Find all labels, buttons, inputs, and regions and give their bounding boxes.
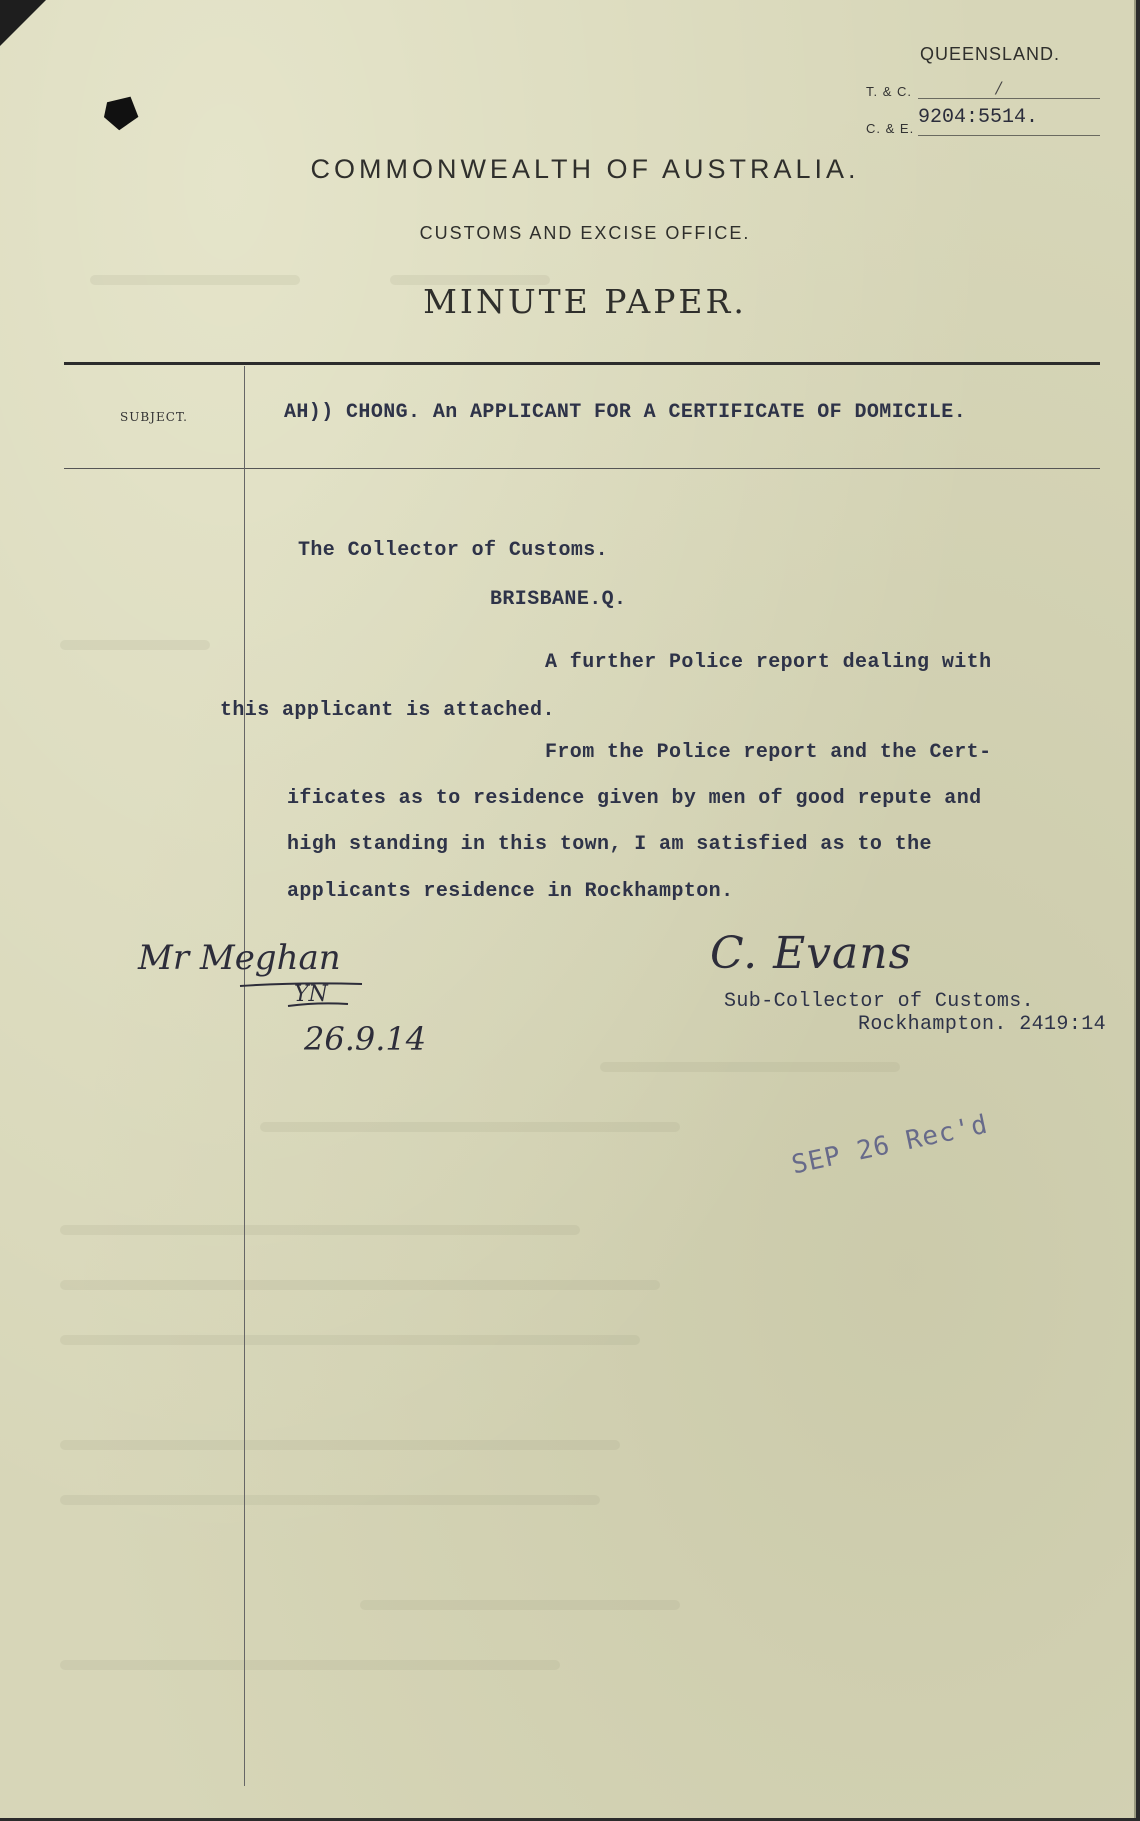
bleed-through-mark <box>260 1122 680 1132</box>
body-line-4: ificates as to residence given by men of good repute and <box>287 787 982 810</box>
state-heading: QUEENSLAND. <box>919 44 1060 64</box>
body-line-2: this applicant is attached. <box>220 699 555 722</box>
document-title: COMMONWEALTH OF AUSTRALIA. <box>310 154 860 184</box>
bleed-through-mark <box>60 1335 640 1345</box>
signatory-place-ref: Rockhampton. 2419:14 <box>858 1013 1107 1036</box>
addressee: The Collector of Customs. <box>298 539 609 562</box>
ce-ref-line <box>918 135 1100 136</box>
punch-hole-icon <box>92 84 149 141</box>
ce-ref-label: C. & E. <box>866 121 915 136</box>
bleed-through-mark <box>60 1225 580 1235</box>
subject-label: SUBJECT. <box>120 410 188 424</box>
signatory-title: Sub-Collector of Customs. <box>724 990 1035 1013</box>
bleed-through-mark <box>60 640 210 650</box>
bleed-through-mark <box>60 1660 560 1670</box>
bleed-through-mark <box>60 1280 660 1290</box>
body-line-3: From the Police report and the Cert- <box>545 741 992 764</box>
tc-ref-label: T. & C. <box>866 84 913 99</box>
bleed-through-mark <box>60 1440 620 1450</box>
ce-ref-value: 9204:5514. <box>918 106 1039 129</box>
tc-ref-line <box>918 98 1100 99</box>
bleed-through-mark <box>60 1495 600 1505</box>
subject-rule <box>64 468 1100 469</box>
office-name: CUSTOMS AND EXCISE OFFICE. <box>419 223 751 243</box>
handwritten-signature: C. Evans <box>710 928 913 979</box>
received-stamp: SEP 26 Rec'd <box>789 1109 991 1181</box>
body-line-1: A further Police report dealing with <box>545 651 992 674</box>
body-line-6: applicants residence in Rockhampton. <box>287 880 734 903</box>
margin-line <box>244 366 245 1786</box>
top-rule <box>64 362 1100 365</box>
annotation-initials: YN <box>294 982 328 1007</box>
bleed-through-mark <box>360 1600 680 1610</box>
tc-ref-value: / <box>996 78 1002 97</box>
annotation-date: 26.9.14 <box>304 1020 427 1058</box>
addressee-place: BRISBANE.Q. <box>490 588 627 611</box>
form-name: MINUTE PAPER. <box>423 282 747 321</box>
body-line-5: high standing in this town, I am satisfied as to the <box>287 833 932 856</box>
subject-text: AH)) CHONG. An APPLICANT FOR A CERTIFICATE OF DOMICILE. <box>284 401 967 424</box>
folded-corner <box>0 0 46 46</box>
bleed-through-mark <box>600 1062 900 1072</box>
annotation-name: Mr Meghan <box>138 938 341 978</box>
